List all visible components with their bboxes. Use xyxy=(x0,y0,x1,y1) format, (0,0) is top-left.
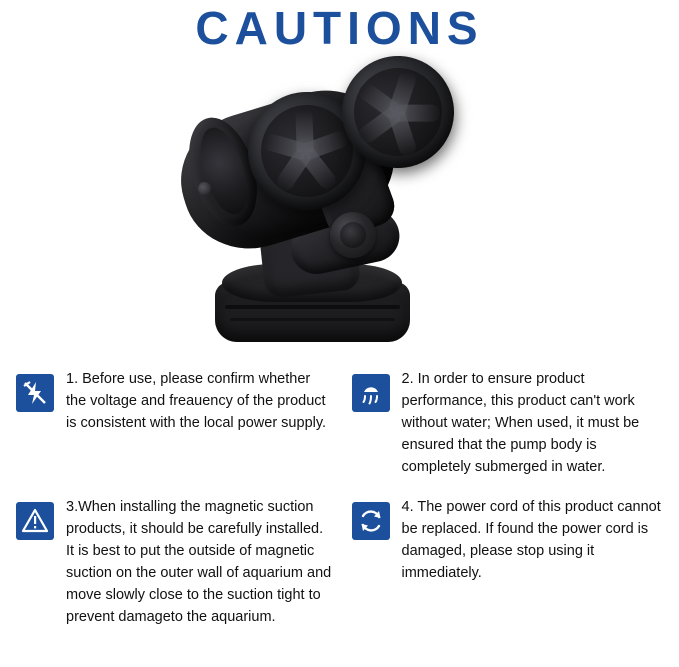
caution-item-2 xyxy=(340,368,670,478)
no-electricity-icon xyxy=(16,374,54,412)
pump-product-image xyxy=(170,64,510,354)
caution-item-4 xyxy=(340,496,670,628)
caution-item-3 xyxy=(10,496,340,628)
cautions-row-1 xyxy=(10,368,669,478)
pump-base-seam-lower xyxy=(230,318,395,321)
cautions-row-2 xyxy=(10,496,669,628)
pump-knob-center xyxy=(340,222,366,248)
warning-triangle-icon xyxy=(16,502,54,540)
caution-text-1: 1. Before use, please confirm whether the voltage and freauency of the product is consistent with the local power supply. xyxy=(66,371,327,431)
caution-item-1 xyxy=(10,368,340,478)
product-illustration xyxy=(0,54,679,354)
pump-base-seam xyxy=(225,305,400,309)
water-drops-icon xyxy=(352,374,390,412)
caution-text-2: 2. In order to ensure product performance, this product can't work without water; When used, it must be ensured that the pump body is completely submerged in water. xyxy=(401,371,640,475)
page-title: CAUTIONS xyxy=(195,2,484,54)
replace-arrows-icon xyxy=(352,502,390,540)
cautions-list xyxy=(0,368,679,628)
caution-text-3: 3.When installing the magnetic suction products, it should be carefully installed. It is best to put the outside of magnetic suction on the outer wall of aquarium and move slowly close to the suction tight to prevent damageto the aquarium. xyxy=(66,499,332,625)
caution-text-4: 4. The power cord of this product cannot be replaced. If found the power cord is damaged, please stop using it immediately. xyxy=(401,499,661,581)
fan-blade xyxy=(295,108,314,153)
